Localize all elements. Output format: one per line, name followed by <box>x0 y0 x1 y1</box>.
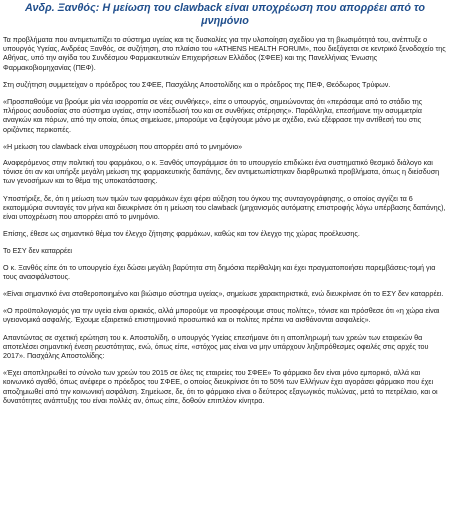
paragraph-price-reduction: Υποστήριξε, δε, ότι η μείωση των τιμών των φαρμάκων έχει φέρει αύξηση του όγκου της συνταγογράφησης, ο οποίος αγγίζει τα 6 εκατομμύρια συνταγές τον μήνα και διευκρίνισε ότι η μείωση του clawback (μηχανισμός αυτόματης επιστροφής λόγω υπέρβασης δαπάνης), είναι υποχρέωση που απορρέει από το μνημόνιο. <box>3 193 446 222</box>
paragraph-sustainable-system: «Είναι σημαντικό ένα σταθεροποιημένο και βιώσιμο σύστημα υγείας», σημείωσε χαρακτηριστικά, ενώ διευκρίνισε ότι το ΕΣΥ δεν καταρρέει. <box>3 289 444 299</box>
paragraph-balance-quote: «Προσπαθούμε να βρούμε μία νέα ισορροπία σε νέες συνθήκες», είπε ο υπουργός, σημειώνοντας ότι «περάσαμε από το στάδιο της πλήρους ασυδοσίας στο σύστημα υγείας, στην ισοπέδωσή του και σε συνθήκες στέρησης». Παράλληλα, επεσήμανε την ασυμμετρία αναγκών και πόρων, από την οποία, όπως σημείωσε, μπορούμε να ξεφύγουμε μόνο με σχέδιο, ενώ εξέφρασε την αντίθεσή του στις οριζόντιες περικοπές. <box>3 97 423 134</box>
paragraph-debt-repayment: Απαντώντας σε σχετική ερώτηση του κ. Αποστολίδη, ο υπουργός Υγείας επεσήμανε ότι η αποπληρωμή των χρεών των εταιρειών θα αποτελέσει σημαντική ένεση ρευστότητας, ενώ, όπως είπε, «στόχος μας είναι να μην υπάρχουν ληξιπρόθεσμες οφειλές στις αρχές του 2017». Πασχάλης Αποστολίδης: <box>3 332 429 361</box>
subheading-clawback: «Η μείωση του clawback είναι υποχρέωση που απορρέει από το μνημόνιο» <box>3 141 243 151</box>
article-title: Ανδρ. Ξανθός: Η μείωση του clawback είναι υποχρέωση που απορρέει από το μνημόνιο <box>25 2 425 27</box>
paragraph-intro: Τα προβλήματα που αντιμετωπίζει το σύστημα υγείας και τις δυσκολίες για την υλοποίηση σχεδίου για τη βιωσιμότητά του, ανέπτυξε ο υπουργός Υγείας, Ανδρέας Ξανθός, σε συζήτηση, στο πλαίσιο του «ATHENS HEALTH FORUM», που διεξάγεται σε κεντρικό ξενοδοχείο της Αθήνας, υπό την αιγίδα του Συνδέσμου Φαρμακευτικών Επιχειρήσεων Ελλάδος (ΣΦΕΕ) και της Πανελλήνιας Ένωσης Φαρμακοβιομηχανίας (ΠΕΦ). <box>3 35 446 72</box>
paragraph-public-care: Ο κ. Ξανθός είπε ότι το υπουργείο έχει δώσει μεγάλη βαρύτητα στη δημόσια περίθαλψη και έχει πραγματοποιήσει παρεμβάσεις-τομή για τους ανασφάλιστους. <box>3 262 436 281</box>
paragraph-participants: Στη συζήτηση συμμετείχαν ο πρόεδρος του ΣΦΕΕ, Πασχάλης Αποστολίδης και ο πρόεδρος της ΠΕΦ, Θεόδωρος Τρύφων. <box>3 79 391 89</box>
paragraph-sfee-debts: «Έχει αποπληρωθεί το σύνολο των χρεών του 2015 σε όλες τις εταιρείες του ΣΦΕΕ» Το φάρμακο δεν είναι μόνο εμπορικό, αλλά και κοινωνικό αγαθό, όπως ανέφερε ο πρόεδρος του ΣΦΕΕ, ο οποίος διευκρίνισε ότι το 50% των Ελλήνων έχει αγοράσει φάρμακο που έχει αποζημιωθεί από την κοινωνική ασφάλιση. Σημείωσε, δε, ότι το φάρμακο είναι ο δεύτερος εξαγωγικός πυλώνας, μετά το πετρέλαιο, και οι δυνατότητες ανάπτυξης του είναι πολλές αν, όπως είπε, δοθούν επιπλέον κίνητρα. <box>3 368 438 405</box>
paragraph-demand-control: Επίσης, έθεσε ως σημαντικό θέμα τον έλεγχο ζήτησης φαρμάκων, καθώς και τον έλεγχο της χώρας προέλευσης. <box>3 229 360 239</box>
paragraph-drug-policy: Αναφερόμενος στην πολιτική του φαρμάκου, ο κ. Ξανθός υπογράμμισε ότι το υπουργείο επιδιώκει ένα συστηματικό θεσμικό διάλογο και τόνισε ότι αν και υπήρξε μεγάλη μείωση της φαρμακευτικής δαπάνης, δεν αντιμετωπίστηκαν διαρθρωτικά προβλήματα, όπως η διείσδυση των γενοσήμων και το θέμα της υποκατάστασης. <box>3 158 440 186</box>
article <box>0 2 450 405</box>
paragraph-budget: «Ο προϋπολογισμός για την υγεία είναι οριακός, αλλά μπορούμε να προσφέρουμε στους πολίτες», τόνισε και πρόσθεσε ότι «η χώρα είναι υγειονομικά ασφαλής. Έχουμε εξαιρετικό επιστημονικό προσωπικό και οι πολίτες πρέπει να αισθάνονται ασφαλείς». <box>3 306 440 325</box>
subheading-esy: Το ΕΣΥ δεν καταρρέει <box>3 246 73 256</box>
